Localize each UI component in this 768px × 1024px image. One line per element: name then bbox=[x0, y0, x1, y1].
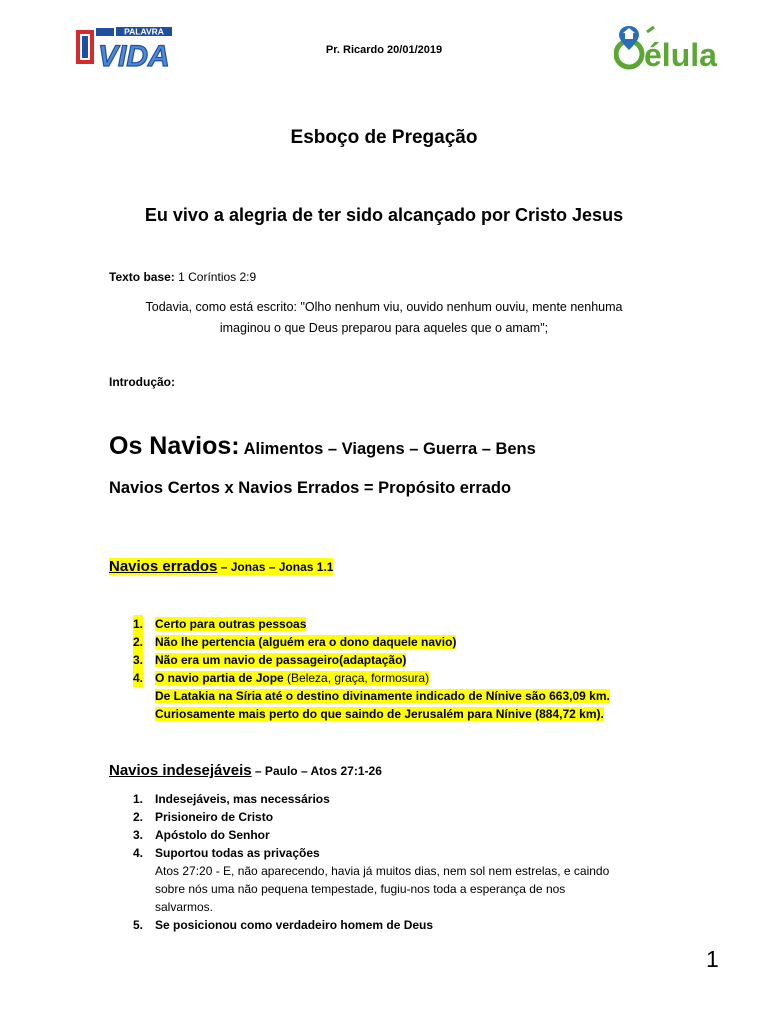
texto-base-value: 1 Coríntios 2:9 bbox=[174, 270, 257, 284]
list-item: 3. Não era um navio de passageiro(adaptação) bbox=[133, 653, 407, 667]
celula-logo-text: élula bbox=[644, 37, 717, 73]
list-item: 1. Indesejáveis, mas necessários bbox=[133, 792, 330, 806]
section-heading-navios-indesejaveis bbox=[109, 762, 382, 780]
section1-ref: – Jonas – Jonas 1.1 bbox=[217, 560, 334, 574]
texto-base bbox=[109, 270, 256, 284]
list-item-sub: De Latakia na Síria até o destino divinamente indicado de Nínive são 663,09 km. bbox=[155, 689, 610, 703]
navios-errados-list bbox=[109, 615, 610, 723]
palavra-logo-text: PALAVRA bbox=[124, 26, 164, 37]
header-date-line: Pr. Ricardo 20/01/2019 bbox=[325, 44, 443, 56]
document-subtitle: Eu vivo a alegria de ter sido alcançado por Cristo Jesus bbox=[144, 205, 624, 225]
introducao-label: Introdução: bbox=[109, 375, 175, 389]
section2-heading: Navios indesejáveis bbox=[109, 762, 252, 779]
verse-line-2: imaginou o que Deus preparou para aqueles que o amam"; bbox=[219, 321, 549, 335]
list-item: 4. O navio partia de Jope (Beleza, graça, formosura) De Latakia na Síria até o destino divinamente indicado de Nínive são 663,09 km. Curiosamente mais perto do que saindo de Jerusalém para Nínive (884,72 km). bbox=[133, 671, 610, 721]
verse-line-1: Todavia, como está escrito: "Olho nenhum viu, ouvido nenhum ouviu, mente nenhuma bbox=[145, 300, 623, 314]
texto-base-label: Texto base: bbox=[109, 270, 175, 284]
navios-indesejaveis-list bbox=[109, 790, 609, 934]
list-item-sub: Atos 27:20 - E, não aparecendo, havia já muitos dias, nem sol nem estrelas, e caindo bbox=[155, 864, 610, 878]
bible-verse bbox=[109, 297, 659, 339]
list-item-sub: salvarmos. bbox=[155, 900, 214, 914]
document-title: Esboço de Pregação bbox=[290, 127, 478, 148]
list-item: 2. Não lhe pertencia (alguém era o dono daquele navio) bbox=[133, 635, 457, 649]
vida-logo-text: VIDA bbox=[98, 40, 170, 72]
navios-certos-line: Navios Certos x Navios Errados = Propósito errado bbox=[109, 479, 512, 497]
section1-heading: Navios errados bbox=[109, 558, 218, 575]
navios-heading bbox=[109, 432, 536, 461]
list-item: 2. Prisioneiro de Cristo bbox=[133, 810, 274, 824]
section2-ref: – Paulo – Atos 27:1-26 bbox=[251, 764, 382, 778]
list-item-sub: sobre nós uma não pequena tempestade, fugiu-nos toda a esperança de nos bbox=[155, 882, 566, 896]
celula-logo bbox=[614, 22, 724, 74]
navios-heading-small: Alimentos – Viagens – Guerra – Bens bbox=[239, 440, 536, 458]
list-item: 4. Suportou todas as privações Atos 27:20 - E, não aparecendo, havia já muitos dias, nem sol nem estrelas, e caindo sobre nós uma não pequena tempestade, fugiu-nos toda a esperança de nos salvarmos. bbox=[133, 846, 610, 914]
list-item: 1. Certo para outras pessoas bbox=[133, 617, 307, 631]
section-heading-navios-errados bbox=[109, 558, 333, 576]
list-item: 3. Apóstolo do Senhor bbox=[133, 828, 270, 842]
page-number: 1 bbox=[706, 946, 719, 972]
navios-heading-big: Os Navios: bbox=[109, 432, 240, 460]
list-item: 5. Se posicionou como verdadeiro homem de Deus bbox=[133, 918, 434, 932]
list-item-sub: Curiosamente mais perto do que saindo de Jerusalém para Nínive (884,72 km). bbox=[155, 707, 604, 721]
